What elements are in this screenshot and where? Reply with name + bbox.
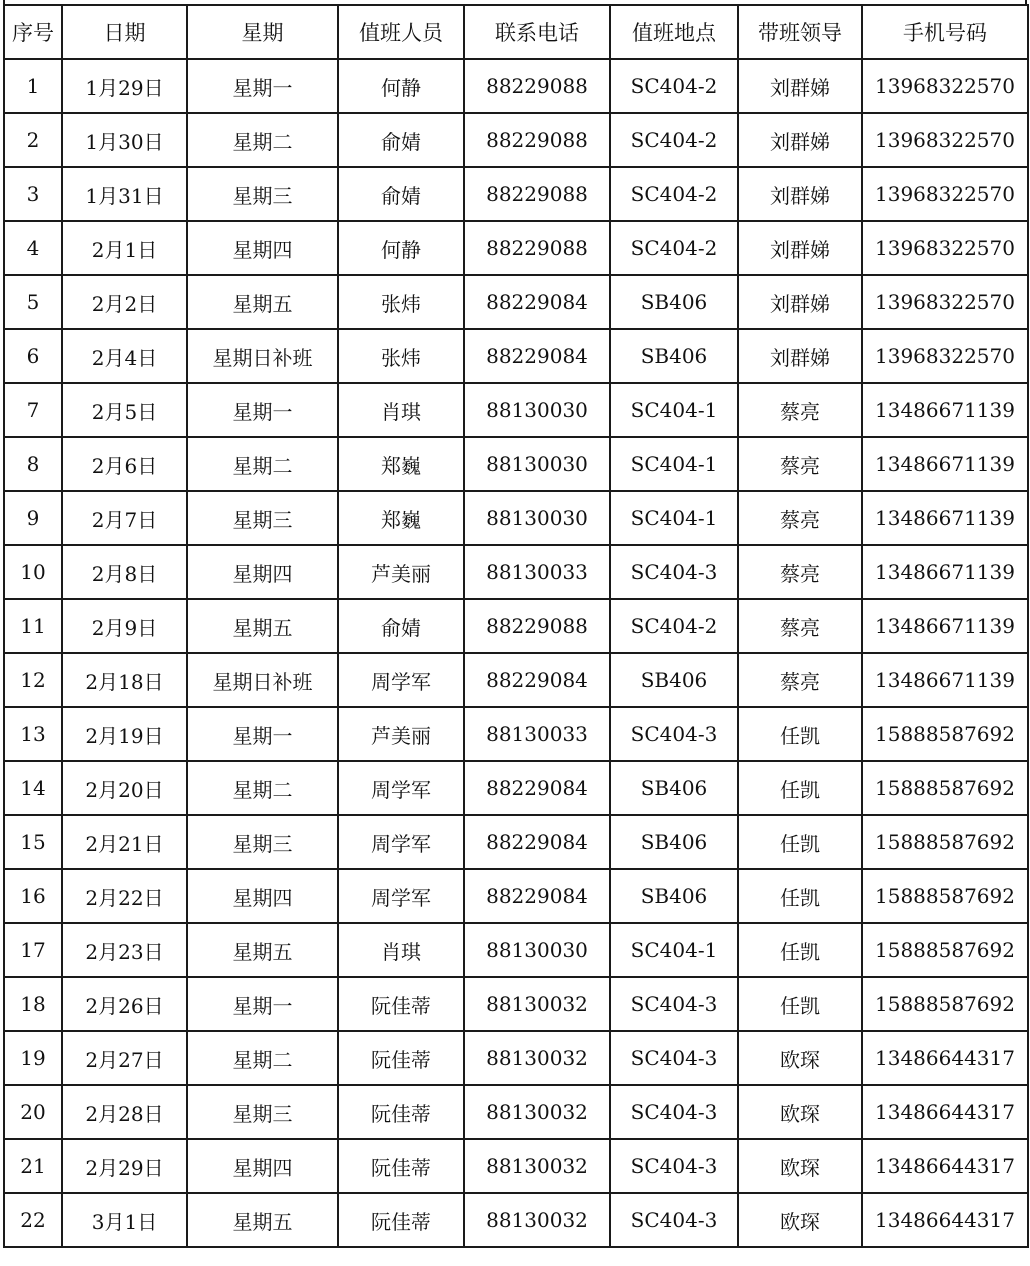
cell-mobile: 13486671139 xyxy=(862,491,1028,545)
cell-leader: 刘群娣 xyxy=(738,275,862,329)
cell-mobile: 13968322570 xyxy=(862,167,1028,221)
table-row xyxy=(4,59,1028,113)
cell-weekday: 星期日补班 xyxy=(187,329,338,383)
cell-weekday: 星期五 xyxy=(187,1193,338,1247)
table-row xyxy=(4,221,1028,275)
table-row xyxy=(4,167,1028,221)
cell-contact-phone: 88130032 xyxy=(464,1085,610,1139)
cell-serial: 22 xyxy=(4,1193,62,1247)
cell-leader: 欧琛 xyxy=(738,1139,862,1193)
table-row xyxy=(4,1085,1028,1139)
cell-serial: 10 xyxy=(4,545,62,599)
cell-duty-location: SC404-1 xyxy=(610,491,738,545)
cell-duty-location: SC404-2 xyxy=(610,59,738,113)
header-leader: 带班领导 xyxy=(738,5,862,59)
cell-leader: 蔡亮 xyxy=(738,491,862,545)
cell-serial: 8 xyxy=(4,437,62,491)
cell-weekday: 星期一 xyxy=(187,707,338,761)
cell-duty-staff: 阮佳蒂 xyxy=(338,1193,464,1247)
cell-duty-staff: 芦美丽 xyxy=(338,707,464,761)
cell-contact-phone: 88130030 xyxy=(464,491,610,545)
cell-duty-staff: 芦美丽 xyxy=(338,545,464,599)
cell-weekday: 星期日补班 xyxy=(187,653,338,707)
cell-duty-location: SC404-2 xyxy=(610,599,738,653)
duty-schedule-table xyxy=(3,4,1029,1248)
cell-weekday: 星期三 xyxy=(187,491,338,545)
cell-mobile: 13968322570 xyxy=(862,275,1028,329)
cell-duty-location: SB406 xyxy=(610,761,738,815)
cell-weekday: 星期四 xyxy=(187,869,338,923)
cell-leader: 刘群娣 xyxy=(738,113,862,167)
cell-duty-staff: 阮佳蒂 xyxy=(338,1031,464,1085)
cell-serial: 19 xyxy=(4,1031,62,1085)
cell-contact-phone: 88229084 xyxy=(464,869,610,923)
cell-duty-staff: 周学军 xyxy=(338,815,464,869)
cell-mobile: 13968322570 xyxy=(862,59,1028,113)
cell-date: 1月30日 xyxy=(62,113,187,167)
cell-leader: 蔡亮 xyxy=(738,437,862,491)
cell-contact-phone: 88130032 xyxy=(464,1139,610,1193)
cell-mobile: 15888587692 xyxy=(862,977,1028,1031)
cell-date: 2月28日 xyxy=(62,1085,187,1139)
cell-weekday: 星期一 xyxy=(187,977,338,1031)
cell-date: 2月29日 xyxy=(62,1139,187,1193)
cell-date: 2月4日 xyxy=(62,329,187,383)
cell-date: 2月21日 xyxy=(62,815,187,869)
cell-leader: 欧琛 xyxy=(738,1193,862,1247)
cell-serial: 9 xyxy=(4,491,62,545)
cell-serial: 3 xyxy=(4,167,62,221)
cell-contact-phone: 88229084 xyxy=(464,815,610,869)
cell-duty-location: SC404-2 xyxy=(610,113,738,167)
cell-date: 2月27日 xyxy=(62,1031,187,1085)
cell-date: 2月6日 xyxy=(62,437,187,491)
cell-date: 2月23日 xyxy=(62,923,187,977)
cell-date: 2月5日 xyxy=(62,383,187,437)
cell-weekday: 星期二 xyxy=(187,437,338,491)
cell-mobile: 15888587692 xyxy=(862,815,1028,869)
table-row xyxy=(4,653,1028,707)
table-row xyxy=(4,869,1028,923)
cell-contact-phone: 88229088 xyxy=(464,599,610,653)
cell-leader: 蔡亮 xyxy=(738,653,862,707)
cell-weekday: 星期五 xyxy=(187,275,338,329)
table-row xyxy=(4,329,1028,383)
cell-date: 1月31日 xyxy=(62,167,187,221)
cell-serial: 15 xyxy=(4,815,62,869)
cell-date: 2月26日 xyxy=(62,977,187,1031)
cell-contact-phone: 88229088 xyxy=(464,59,610,113)
cell-duty-location: SC404-1 xyxy=(610,923,738,977)
cell-duty-location: SB406 xyxy=(610,869,738,923)
cell-duty-location: SB406 xyxy=(610,329,738,383)
cell-leader: 刘群娣 xyxy=(738,221,862,275)
cell-mobile: 13486644317 xyxy=(862,1085,1028,1139)
cell-serial: 20 xyxy=(4,1085,62,1139)
cell-duty-location: SC404-3 xyxy=(610,1031,738,1085)
table-row xyxy=(4,761,1028,815)
table-row xyxy=(4,383,1028,437)
cell-serial: 4 xyxy=(4,221,62,275)
cell-duty-staff: 何静 xyxy=(338,59,464,113)
cell-leader: 欧琛 xyxy=(738,1085,862,1139)
cell-date: 2月18日 xyxy=(62,653,187,707)
cell-duty-location: SC404-3 xyxy=(610,707,738,761)
cell-duty-staff: 俞婧 xyxy=(338,599,464,653)
cell-leader: 欧琛 xyxy=(738,1031,862,1085)
cell-contact-phone: 88130033 xyxy=(464,707,610,761)
cell-mobile: 13486644317 xyxy=(862,1139,1028,1193)
cell-duty-location: SC404-3 xyxy=(610,1139,738,1193)
cell-mobile: 13968322570 xyxy=(862,329,1028,383)
cell-mobile: 15888587692 xyxy=(862,923,1028,977)
cell-weekday: 星期五 xyxy=(187,599,338,653)
cell-duty-staff: 阮佳蒂 xyxy=(338,977,464,1031)
cell-contact-phone: 88130033 xyxy=(464,545,610,599)
cell-contact-phone: 88229084 xyxy=(464,761,610,815)
cell-contact-phone: 88229088 xyxy=(464,221,610,275)
cell-contact-phone: 88130032 xyxy=(464,1031,610,1085)
cell-date: 2月1日 xyxy=(62,221,187,275)
table-row xyxy=(4,491,1028,545)
cell-serial: 2 xyxy=(4,113,62,167)
cell-leader: 任凯 xyxy=(738,815,862,869)
duty-schedule-table-container xyxy=(3,4,1027,1248)
cell-leader: 蔡亮 xyxy=(738,383,862,437)
cell-duty-location: SC404-3 xyxy=(610,1193,738,1247)
cell-leader: 任凯 xyxy=(738,923,862,977)
table-row xyxy=(4,275,1028,329)
cell-weekday: 星期一 xyxy=(187,59,338,113)
cell-duty-staff: 俞婧 xyxy=(338,113,464,167)
table-row xyxy=(4,1031,1028,1085)
cell-serial: 21 xyxy=(4,1139,62,1193)
cell-leader: 任凯 xyxy=(738,869,862,923)
table-row xyxy=(4,1139,1028,1193)
header-duty-location: 值班地点 xyxy=(610,5,738,59)
cell-mobile: 13486671139 xyxy=(862,653,1028,707)
table-row xyxy=(4,977,1028,1031)
cell-duty-location: SB406 xyxy=(610,275,738,329)
cell-duty-staff: 肖琪 xyxy=(338,383,464,437)
cell-mobile: 13486671139 xyxy=(862,545,1028,599)
cell-weekday: 星期一 xyxy=(187,383,338,437)
cell-duty-staff: 张炜 xyxy=(338,329,464,383)
cell-weekday: 星期三 xyxy=(187,815,338,869)
cell-date: 2月2日 xyxy=(62,275,187,329)
cell-weekday: 星期二 xyxy=(187,1031,338,1085)
cell-weekday: 星期二 xyxy=(187,113,338,167)
cell-duty-staff: 张炜 xyxy=(338,275,464,329)
cell-date: 2月19日 xyxy=(62,707,187,761)
cell-duty-location: SB406 xyxy=(610,815,738,869)
cell-mobile: 13968322570 xyxy=(862,113,1028,167)
cell-serial: 17 xyxy=(4,923,62,977)
cell-contact-phone: 88229084 xyxy=(464,329,610,383)
cell-contact-phone: 88229088 xyxy=(464,113,610,167)
cell-duty-location: SC404-1 xyxy=(610,383,738,437)
table-row xyxy=(4,707,1028,761)
cell-duty-staff: 俞婧 xyxy=(338,167,464,221)
cell-contact-phone: 88229084 xyxy=(464,653,610,707)
cell-date: 2月8日 xyxy=(62,545,187,599)
cell-contact-phone: 88130030 xyxy=(464,437,610,491)
cell-leader: 蔡亮 xyxy=(738,599,862,653)
cell-duty-location: SC404-2 xyxy=(610,221,738,275)
header-date: 日期 xyxy=(62,5,187,59)
table-header-row xyxy=(4,5,1028,59)
cell-leader: 任凯 xyxy=(738,977,862,1031)
header-weekday: 星期 xyxy=(187,5,338,59)
cell-date: 1月29日 xyxy=(62,59,187,113)
table-row xyxy=(4,923,1028,977)
table-row xyxy=(4,437,1028,491)
cell-serial: 16 xyxy=(4,869,62,923)
cell-serial: 13 xyxy=(4,707,62,761)
cell-serial: 5 xyxy=(4,275,62,329)
table-row xyxy=(4,815,1028,869)
cell-mobile: 13486671139 xyxy=(862,383,1028,437)
header-mobile: 手机号码 xyxy=(862,5,1028,59)
header-duty-staff: 值班人员 xyxy=(338,5,464,59)
cell-contact-phone: 88130032 xyxy=(464,977,610,1031)
table-row xyxy=(4,599,1028,653)
cell-contact-phone: 88130030 xyxy=(464,383,610,437)
cell-date: 2月9日 xyxy=(62,599,187,653)
cell-mobile: 15888587692 xyxy=(862,707,1028,761)
cell-date: 2月7日 xyxy=(62,491,187,545)
cell-mobile: 13486671139 xyxy=(862,599,1028,653)
table-row xyxy=(4,545,1028,599)
cell-date: 2月22日 xyxy=(62,869,187,923)
cell-leader: 刘群娣 xyxy=(738,59,862,113)
cell-serial: 6 xyxy=(4,329,62,383)
cell-duty-location: SC404-3 xyxy=(610,1085,738,1139)
cell-mobile: 15888587692 xyxy=(862,869,1028,923)
cell-duty-staff: 周学军 xyxy=(338,869,464,923)
cell-duty-staff: 何静 xyxy=(338,221,464,275)
cell-duty-staff: 郑巍 xyxy=(338,437,464,491)
cell-serial: 7 xyxy=(4,383,62,437)
cell-duty-location: SC404-2 xyxy=(610,167,738,221)
cell-weekday: 星期三 xyxy=(187,167,338,221)
cell-mobile: 13968322570 xyxy=(862,221,1028,275)
cell-duty-location: SC404-3 xyxy=(610,545,738,599)
cell-weekday: 星期五 xyxy=(187,923,338,977)
cell-leader: 蔡亮 xyxy=(738,545,862,599)
header-contact-phone: 联系电话 xyxy=(464,5,610,59)
cell-leader: 刘群娣 xyxy=(738,167,862,221)
cell-duty-staff: 周学军 xyxy=(338,653,464,707)
table-body xyxy=(4,59,1028,1247)
cell-contact-phone: 88229084 xyxy=(464,275,610,329)
cell-duty-staff: 周学军 xyxy=(338,761,464,815)
cell-mobile: 15888587692 xyxy=(862,761,1028,815)
header-serial: 序号 xyxy=(4,5,62,59)
cell-weekday: 星期三 xyxy=(187,1085,338,1139)
table-row xyxy=(4,113,1028,167)
cell-weekday: 星期四 xyxy=(187,545,338,599)
cell-contact-phone: 88130030 xyxy=(464,923,610,977)
cell-leader: 任凯 xyxy=(738,761,862,815)
table-row xyxy=(4,1193,1028,1247)
cell-serial: 18 xyxy=(4,977,62,1031)
cell-duty-staff: 肖琪 xyxy=(338,923,464,977)
cell-contact-phone: 88229088 xyxy=(464,167,610,221)
cell-duty-location: SC404-1 xyxy=(610,437,738,491)
cell-serial: 14 xyxy=(4,761,62,815)
cell-duty-staff: 郑巍 xyxy=(338,491,464,545)
cell-serial: 12 xyxy=(4,653,62,707)
cell-leader: 刘群娣 xyxy=(738,329,862,383)
cell-duty-staff: 阮佳蒂 xyxy=(338,1085,464,1139)
cell-weekday: 星期四 xyxy=(187,221,338,275)
cell-contact-phone: 88130032 xyxy=(464,1193,610,1247)
cell-mobile: 13486671139 xyxy=(862,437,1028,491)
cell-date: 3月1日 xyxy=(62,1193,187,1247)
cell-leader: 任凯 xyxy=(738,707,862,761)
cell-date: 2月20日 xyxy=(62,761,187,815)
cell-weekday: 星期四 xyxy=(187,1139,338,1193)
cell-duty-location: SC404-3 xyxy=(610,977,738,1031)
cell-mobile: 13486644317 xyxy=(862,1031,1028,1085)
cell-duty-location: SB406 xyxy=(610,653,738,707)
cell-serial: 1 xyxy=(4,59,62,113)
cell-mobile: 13486644317 xyxy=(862,1193,1028,1247)
cell-serial: 11 xyxy=(4,599,62,653)
cell-duty-staff: 阮佳蒂 xyxy=(338,1139,464,1193)
cell-weekday: 星期二 xyxy=(187,761,338,815)
